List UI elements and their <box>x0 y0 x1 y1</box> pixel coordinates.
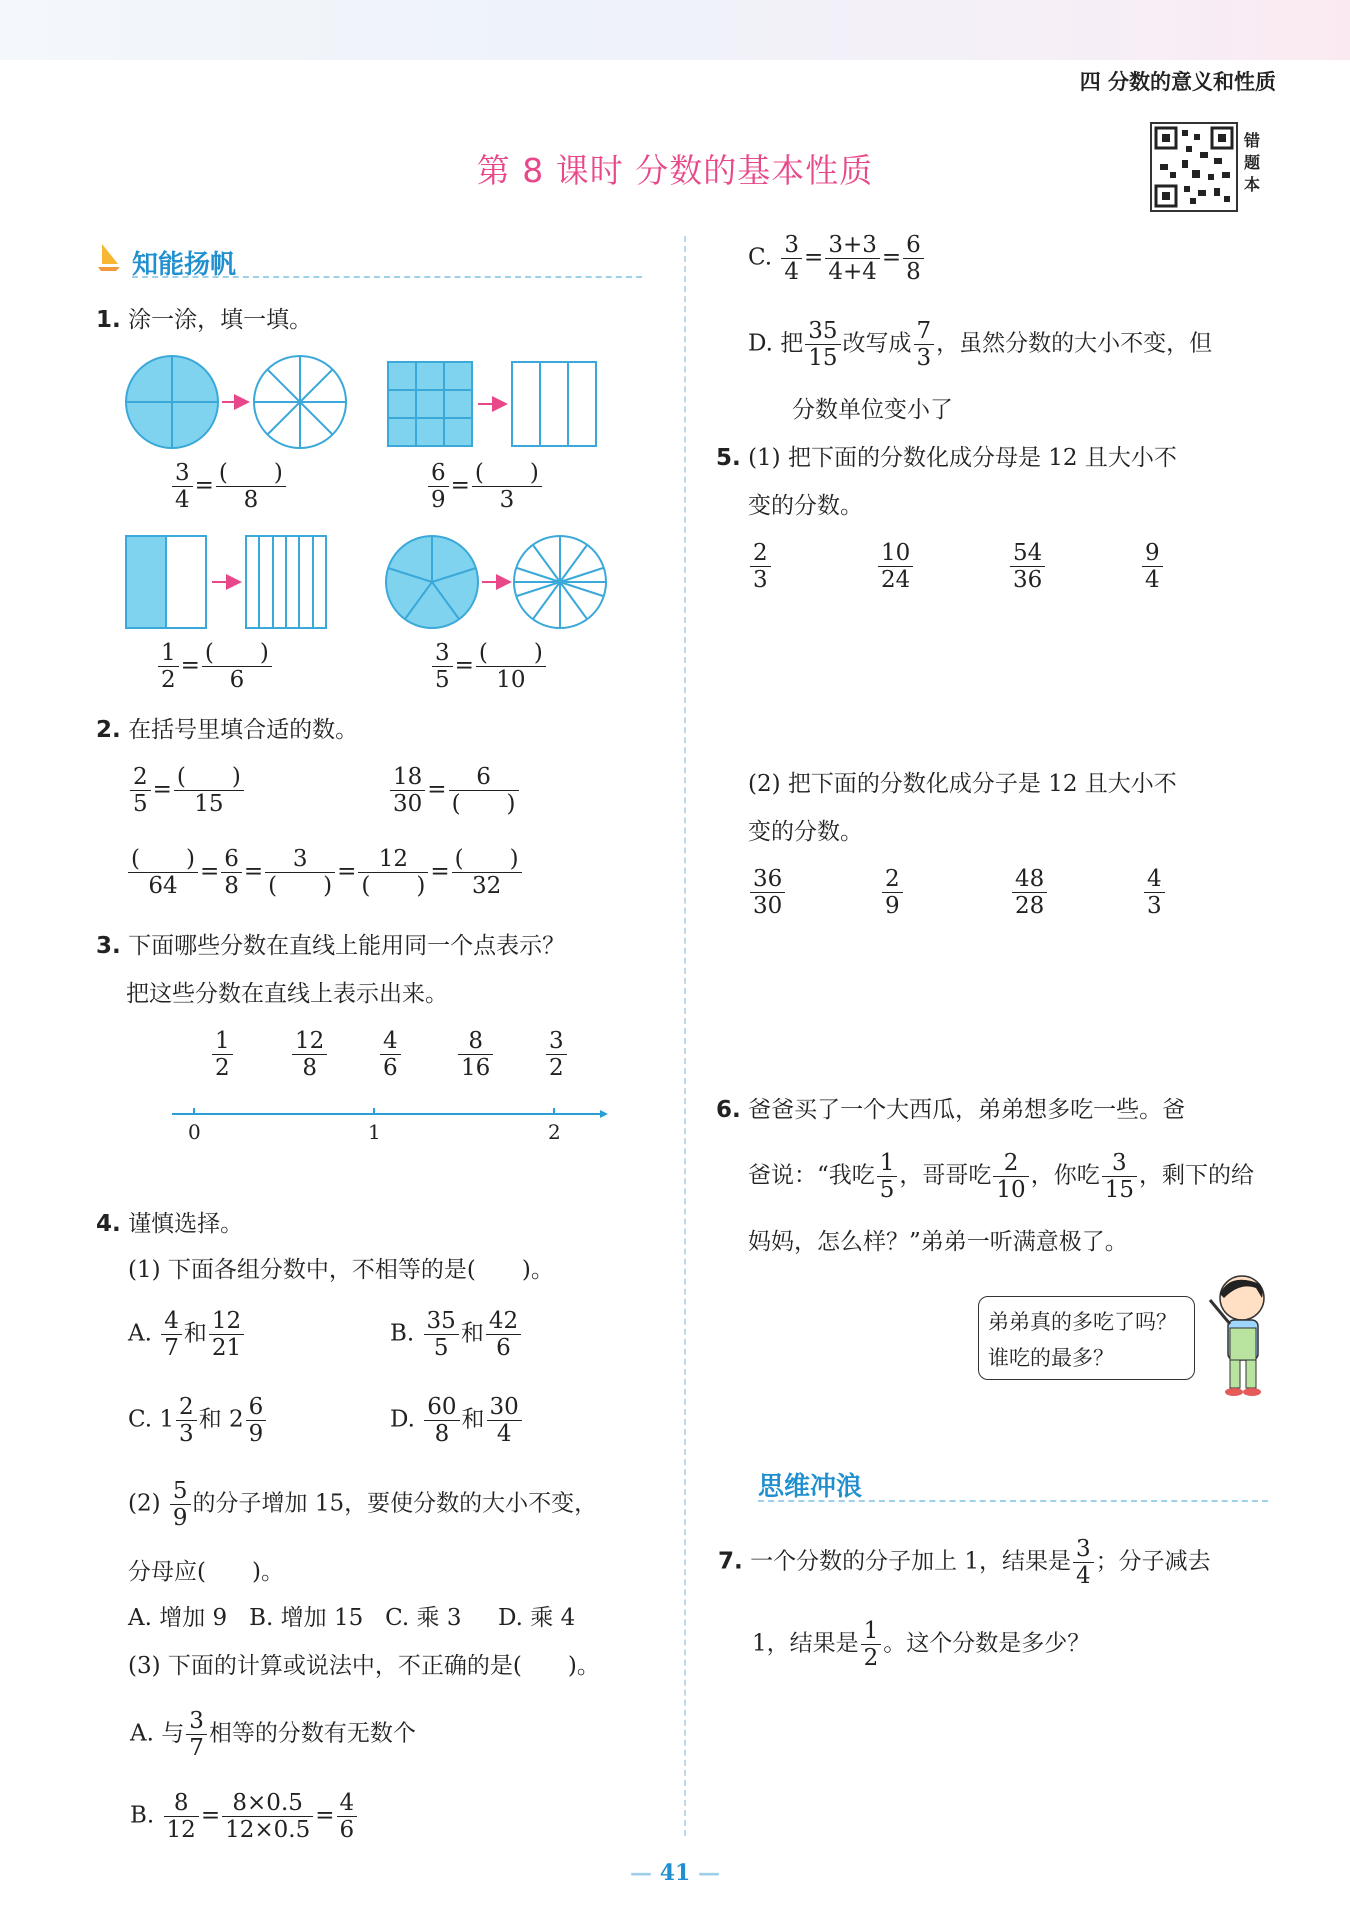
moon-icon <box>718 1466 744 1496</box>
q7-line2: 1，结果是 $\frac{1}{2}$ 。这个分数是多少？ <box>752 1618 1091 1671</box>
q3-frac-2: $\frac{12}{8}$ <box>290 1028 329 1081</box>
q4-part1: (1) 下面各组分数中，不相等的是( )。 <box>128 1257 554 1283</box>
q5-f2-3: $\frac{48}{28}$ <box>1010 866 1049 919</box>
q2-stem: 2. 在括号里填合适的数。 <box>96 717 359 743</box>
q1-eq-2: $\frac{6}{9}$ = $\frac{( )}{3}$ <box>426 460 544 513</box>
q4-p3-opt-D[interactable]: D. 把 $\frac{35}{15}$ 改写成 $\frac{7}{3}$ ，虽然分数的大小不变，但 <box>748 318 1213 371</box>
q1-eq-1: $\frac{3}{4}$ = $\frac{( )}{8}$ <box>170 460 288 513</box>
q5-f1-2: $\frac{10}{24}$ <box>876 540 915 593</box>
speech-bubble-text: 弟弟真的多吃了吗？ 谁吃的最多？ <box>988 1310 1177 1370</box>
q4-stem: 4. 谨慎选择。 <box>96 1211 244 1237</box>
q5-part1-b: 变的分数。 <box>748 493 863 519</box>
q1-eq-4: $\frac{3}{5}$ = $\frac{( )}{10}$ <box>430 640 548 693</box>
q4-part2-options[interactable]: A. 增加 9 B. 增加 15 C. 乘 3 D. 乘 4 <box>128 1605 576 1631</box>
boy-icon <box>1200 1270 1280 1400</box>
sail-icon <box>96 242 122 272</box>
column-divider <box>684 236 686 1836</box>
q4-opt-A[interactable]: A. $\frac{4}{7}$ 和 $\frac{12}{21}$ <box>128 1308 246 1361</box>
q5-part2: (2) 把下面的分数化成分子是 12 且大小不 <box>748 771 1177 797</box>
qr-label: 错题本 <box>1244 131 1261 194</box>
q3-stem-1: 3. 下面哪些分数在直线上能用同一个点表示？ <box>96 933 566 959</box>
q4-p3-opt-B[interactable]: B. $\frac{8}{12}$ = $\frac{8\times 0.5}{12\times 0.5}$ = $\frac{4}{6}$ <box>130 1790 359 1843</box>
number-line[interactable] <box>170 1100 610 1140</box>
q5-part2-b: 变的分数。 <box>748 819 863 845</box>
q4-p3-opt-A[interactable]: A. 与 $\frac{3}{7}$ 相等的分数有无数个 <box>130 1708 416 1761</box>
top-decor-band <box>0 0 1350 60</box>
qr-code-icon[interactable] <box>1150 122 1238 212</box>
q1-eq-3: $\frac{1}{2}$ = $\frac{( )}{6}$ <box>156 640 274 693</box>
q6-line1: 6. 爸爸买了一个大西瓜，弟弟想多吃一些。爸 <box>716 1097 1186 1123</box>
q2-eq-a: $\frac{2}{5}$ = $\frac{( )}{15}$ <box>128 764 246 817</box>
tick-2: 2 <box>548 1120 561 1144</box>
q4-p3-opt-C[interactable]: C. $\frac{3}{4}$ = $\frac{3+3}{4+4}$ = $\frac{6}{8}$ <box>748 232 926 285</box>
q4-part2: (2) $\frac{5}{9}$ 的分子增加 15，要使分数的大小不变， <box>128 1478 598 1531</box>
q4-opt-B[interactable]: B. $\frac{35}{5}$ 和 $\frac{42}{6}$ <box>390 1308 523 1361</box>
q4-part3: (3) 下面的计算或说法中，不正确的是( )。 <box>128 1653 600 1679</box>
q5-f2-4: $\frac{4}{3}$ <box>1142 866 1167 919</box>
q3-stem-2: 把这些分数在直线上表示出来。 <box>126 981 448 1007</box>
page-number: — 41 — <box>630 1860 720 1886</box>
q7-line1: 7. 一个分数的分子加上 1，结果是 $\frac{3}{4}$ ；分子减去 <box>718 1536 1211 1589</box>
chapter-label: 四 分数的意义和性质 <box>1079 70 1276 94</box>
q2-eq-chain: $\frac{( )}{64}$ = $\frac{6}{8}$ = $\frac{3}{( )}$ = $\frac{12}{( )}$ = $\frac{( )}{32}$ <box>126 846 524 899</box>
q4-p3-opt-D-line2: 分数单位变小了 <box>792 397 953 423</box>
q5-f1-3: $\frac{54}{36}$ <box>1008 540 1047 593</box>
page-title: 第 8 课时 分数的基本性质 <box>476 151 874 190</box>
q5-f1-4: $\frac{9}{4}$ <box>1140 540 1165 593</box>
q3-frac-4: $\frac{8}{16}$ <box>456 1028 495 1081</box>
q1-stem: 1. 涂一涂，填一填。 <box>96 307 313 333</box>
section-underline-1 <box>132 276 642 278</box>
q5-f1-1: $\frac{2}{3}$ <box>748 540 773 593</box>
q4-opt-C[interactable]: C. 1 $\frac{2}{3}$ 和 2 $\frac{6}{9}$ <box>128 1394 268 1447</box>
section-title-1: 知能扬帆 <box>132 250 237 280</box>
section-title-2: 思维冲浪 <box>758 1472 863 1502</box>
q5-part1: 5. (1) 把下面的分数化成分母是 12 且大小不 <box>716 445 1177 471</box>
q4-part2-b: 分母应( )。 <box>128 1559 284 1585</box>
q2-eq-b: $\frac{18}{30}$ = $\frac{6}{( )}$ <box>388 764 521 817</box>
section-underline-2 <box>758 1500 1268 1502</box>
tick-1: 1 <box>368 1120 381 1144</box>
q5-f2-2: $\frac{2}{9}$ <box>880 866 905 919</box>
q6-line2: 爸说：“我吃 $\frac{1}{5}$ ，哥哥吃 $\frac{2}{10}$ ，你吃 $\frac{3}{15}$ ，剩下的给 <box>748 1150 1254 1203</box>
q3-frac-5: $\frac{3}{2}$ <box>544 1028 569 1081</box>
q3-frac-1: $\frac{1}{2}$ <box>210 1028 235 1081</box>
q6-line3: 妈妈，怎么样？”弟弟一听满意极了。 <box>748 1229 1128 1255</box>
tick-0: 0 <box>188 1120 201 1144</box>
q5-f2-1: $\frac{36}{30}$ <box>748 866 787 919</box>
q4-opt-D[interactable]: D. $\frac{60}{8}$ 和 $\frac{30}{4}$ <box>390 1394 524 1447</box>
q3-frac-3: $\frac{4}{6}$ <box>378 1028 403 1081</box>
